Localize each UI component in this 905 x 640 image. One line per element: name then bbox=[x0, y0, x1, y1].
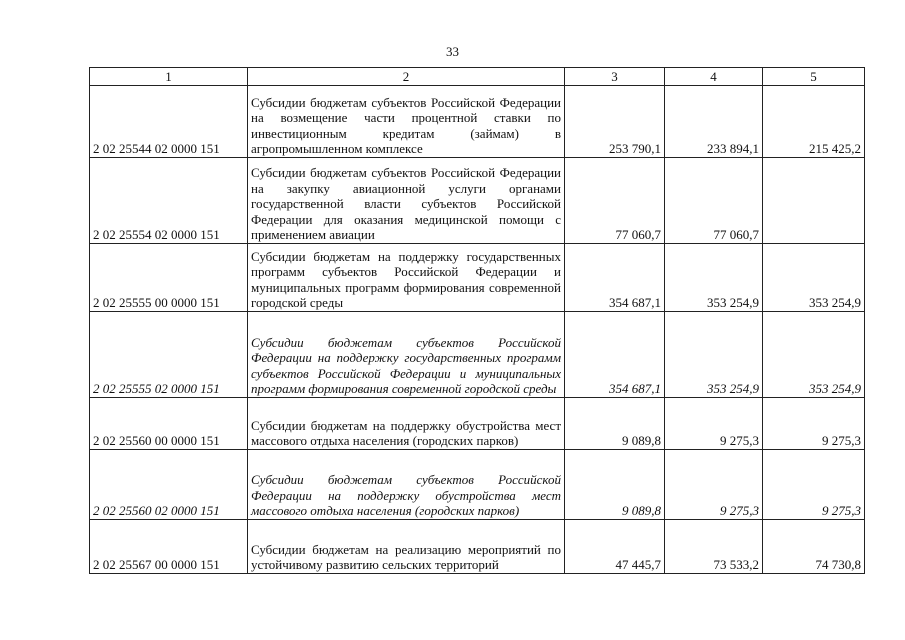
header-cell-3: 3 bbox=[565, 68, 665, 86]
header-cell-2: 2 bbox=[248, 68, 565, 86]
row-description: Субсидии бюджетам субъектов Российской Федерации на поддержку обустройства мест массового отдыха населения (городских парков) bbox=[248, 450, 565, 520]
row-value-5: 9 275,3 bbox=[763, 450, 865, 520]
row-description: Субсидии бюджетам на поддержку государственных программ субъектов Российской Федерации и муниципальных программ формирования современной городской среды bbox=[248, 244, 565, 312]
table-row bbox=[90, 86, 865, 158]
row-value-3: 9 089,8 bbox=[565, 450, 665, 520]
row-code: 2 02 25544 02 0000 151 bbox=[90, 86, 248, 158]
row-value-3: 354 687,1 bbox=[565, 244, 665, 312]
row-code: 2 02 25555 02 0000 151 bbox=[90, 312, 248, 398]
row-value-4: 353 254,9 bbox=[665, 244, 763, 312]
row-value-3: 47 445,7 bbox=[565, 520, 665, 574]
row-value-4: 77 060,7 bbox=[665, 158, 763, 244]
row-value-5: 353 254,9 bbox=[763, 244, 865, 312]
table-row bbox=[90, 158, 865, 244]
row-value-4: 353 254,9 bbox=[665, 312, 763, 398]
row-description: Субсидии бюджетам субъектов Российской Федерации на закупку авиационной услуги органами государственной власти субъектов Российской Федерации для оказания медицинской помощи с применением авиации bbox=[248, 158, 565, 244]
row-value-5: 74 730,8 bbox=[763, 520, 865, 574]
header-row bbox=[90, 68, 865, 86]
header-cell-1: 1 bbox=[90, 68, 248, 86]
table-row bbox=[90, 398, 865, 450]
row-description: Субсидии бюджетам на реализацию мероприятий по устойчивому развитию сельских территорий bbox=[248, 520, 565, 574]
row-value-4: 9 275,3 bbox=[665, 450, 763, 520]
row-code: 2 02 25560 00 0000 151 bbox=[90, 398, 248, 450]
row-code: 2 02 25555 00 0000 151 bbox=[90, 244, 248, 312]
table-row bbox=[90, 450, 865, 520]
row-code: 2 02 25560 02 0000 151 bbox=[90, 450, 248, 520]
table-row bbox=[90, 244, 865, 312]
row-value-4: 73 533,2 bbox=[665, 520, 763, 574]
row-description: Субсидии бюджетам субъектов Российской Федерации на возмещение части процентной ставки по инвестиционным кредитам (займам) в агропромышленном комплексе bbox=[248, 86, 565, 158]
row-code: 2 02 25554 02 0000 151 bbox=[90, 158, 248, 244]
header-cell-4: 4 bbox=[665, 68, 763, 86]
row-code: 2 02 25567 00 0000 151 bbox=[90, 520, 248, 574]
row-value-4: 233 894,1 bbox=[665, 86, 763, 158]
budget-table bbox=[89, 67, 865, 574]
row-value-3: 9 089,8 bbox=[565, 398, 665, 450]
row-value-3: 253 790,1 bbox=[565, 86, 665, 158]
row-value-4: 9 275,3 bbox=[665, 398, 763, 450]
row-description: Субсидии бюджетам субъектов Российской Федерации на поддержку государственных программ субъектов Российской Федерации и муниципальных программ формирования современной городской среды bbox=[248, 312, 565, 398]
table-header bbox=[90, 68, 865, 86]
header-cell-5: 5 bbox=[763, 68, 865, 86]
row-value-5: 215 425,2 bbox=[763, 86, 865, 158]
row-value-3: 77 060,7 bbox=[565, 158, 665, 244]
table-row bbox=[90, 520, 865, 574]
row-description: Субсидии бюджетам на поддержку обустройства мест массового отдыха населения (городских парков) bbox=[248, 398, 565, 450]
table-body bbox=[90, 86, 865, 574]
row-value-5 bbox=[763, 158, 865, 244]
row-value-5: 353 254,9 bbox=[763, 312, 865, 398]
table-row bbox=[90, 312, 865, 398]
row-value-3: 354 687,1 bbox=[565, 312, 665, 398]
row-value-5: 9 275,3 bbox=[763, 398, 865, 450]
page-number: 33 bbox=[446, 44, 459, 59]
